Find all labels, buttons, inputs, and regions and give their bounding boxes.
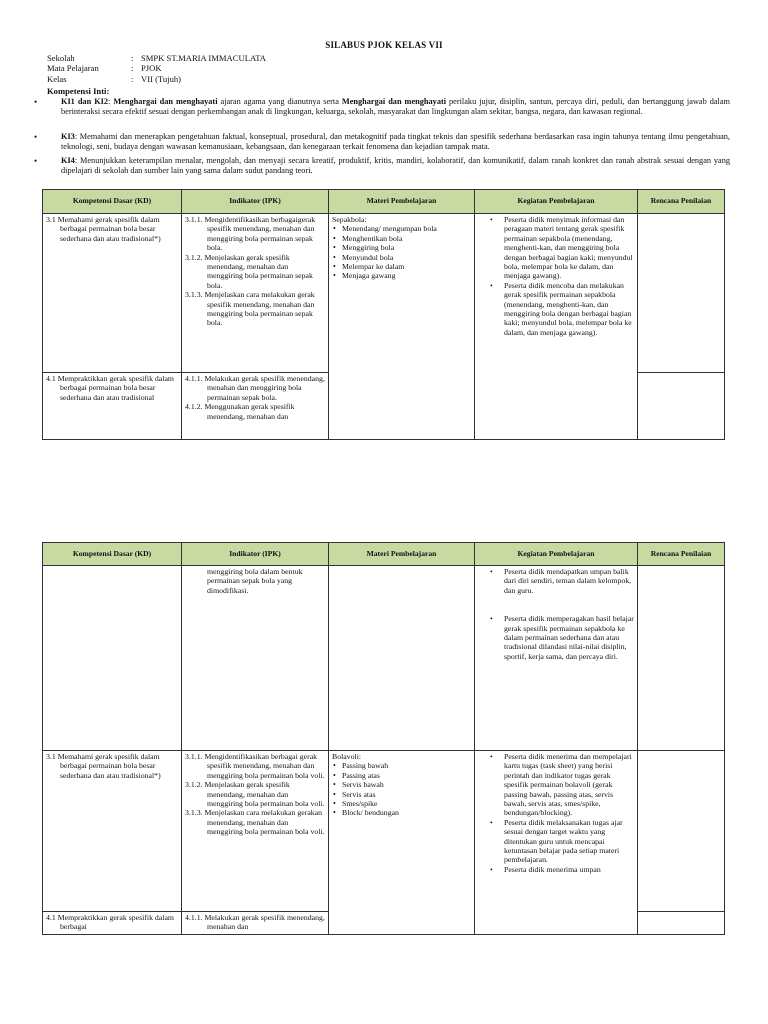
info-value: SMPK ST.MARIA IMMACULATA [141, 53, 266, 63]
ipk-item: 3.1.2. Menjelaskan gerak spesifik menendang, menahan dan menggiring bola permainan bola voli. [185, 780, 325, 809]
bullet-icon: • [34, 156, 38, 166]
info-row-school [47, 53, 266, 63]
header-materi: Materi Pembelajaran [329, 543, 475, 566]
list-item: • Menghentikan bola [342, 234, 471, 243]
list-item: • Peserta didik melaksanakan tugas ajar sesuai dengan target waktu yang ditentukan guru untuk mencapai ketuntasan belajar pada setiap materi pembelajaran. [504, 818, 634, 865]
list-item: • Menggiring bola [342, 243, 471, 252]
ipk-item: 3.1.1. Mengidentifikasikan berbagaigerak spesifik menendang, menahan dan menggiring bola permainan sepak bola. [185, 215, 316, 253]
list-item: • Peserta didik mencoba dan melakukan gerak spesifik permainan sepakbola (menendang, menghenti-kan, dan menggiring bola dengan berbagai bagian kaki; menyundul bola, melempar bola ke dalam, dan menjaga gawang). [504, 281, 634, 337]
info-label: Sekolah [47, 53, 75, 63]
kd-text: 4.1 Mempraktikkan gerak spesifik dalam berbagai [46, 913, 174, 932]
kegiatan-cell [475, 566, 638, 751]
penilaian-cell [638, 214, 725, 373]
materi-title: Bolavoli: [332, 752, 362, 761]
ipk-item: 4.1.1. Melakukan gerak spesifik menendang, menahan dan menggiring bola permainan sepak bola. [185, 374, 325, 402]
list-item: • Peserta didik memperagakan hasil belajar gerak spesifik permainan sepakbola ke dalam permainan sederhana dan atau tradisional dilandasi nilai-nilai disiplin, sportif, kerja sama, dan percaya diri. [504, 614, 634, 661]
list-item: • Servis atas [342, 790, 471, 799]
ipk-cell [182, 566, 329, 751]
ipk-cell [182, 751, 329, 912]
info-label: Kelas [47, 73, 67, 84]
materi-cell [329, 751, 475, 935]
kd-text: 3.1 Memahami gerak spesifik dalam berbagai permainan bola besar sederhana dan atau tradisional*) [46, 752, 161, 780]
kd-cell [43, 214, 182, 373]
header-penilaian: Rencana Penilaian [638, 190, 725, 214]
info-sep: : [131, 53, 134, 63]
header-penilaian: Rencana Penilaian [638, 543, 725, 566]
ipk-item: 4.1.2. Menggunakan gerak spesifik menendang, menahan dan [185, 402, 295, 421]
list-item: • Peserta didik mendapatkan umpan balik dari diri sendiri, teman dalam kelompok, dan guru. [504, 567, 634, 595]
materi-cell [329, 214, 475, 440]
kegiatan-cell [475, 214, 638, 440]
school-info [47, 53, 266, 84]
ki-text: KI4: Menunjukkan keterampilan menalar, mengolah, dan menyaji secara kreatif, produktif, kritis, mandiri, kolaboratif, dan komunikatif, dalam ranah konkret dan ranah abstrak sesuai dengan yang dipelajari di sekolah dan sumber lain yang sama dalam sudut pandang teori. [61, 156, 730, 176]
kegiatan-list [478, 215, 634, 337]
table-row [43, 566, 725, 751]
kegiatan-cell [475, 751, 638, 935]
ki-text: KI1 dan KI2: Menghargai dan menghayati ajaran agama yang dianutnya serta Menghargai dan menghayati perilaku jujur, disiplin, santun, percaya diri, peduli, dan bertanggung jawab dalam berinteraksi secara efektif sesuai dengan perkembangan anak di lingkungan, keluarga, sekolah, masyarakat dan lingkungan alam sekitar, bangsa, negara, dan kawasan regional. [61, 97, 730, 117]
ipk-item: 3.1.3. Menjelaskan cara melakukan gerakan menendang, menahan dan menggiring bola permainan bola voli. [185, 808, 325, 837]
list-item: • Menjaga gawang [342, 271, 471, 280]
ipk-item: 3.1.1. Mengidentifikasikan berbagai gerak spesifik menendang, menahan dan menggiring bola permainan bola voli. [185, 752, 325, 780]
table-row [43, 214, 725, 373]
list-item: • Peserta didik menerima umpan [504, 865, 634, 874]
materi-list [332, 761, 471, 817]
kd-cell [43, 912, 182, 935]
bullet-icon: • [34, 132, 38, 142]
header-kd: Kompetensi Dasar (KD) [43, 190, 182, 214]
penilaian-cell [638, 912, 725, 935]
info-sep: : [131, 63, 134, 74]
list-item: • Menyundul bola [342, 253, 471, 262]
info-sep: : [131, 73, 134, 84]
list-item: • Block/ bendungan [342, 808, 471, 817]
list-item: • Menendang/ mengumpan bola [342, 224, 471, 233]
ipk-cell [182, 373, 329, 440]
ipk-item: 4.1.1. Melakukan gerak spesifik menendang, menahan dan [185, 913, 325, 932]
penilaian-cell [638, 566, 725, 751]
ipk-cell [182, 912, 329, 935]
table-header-row [43, 543, 725, 566]
header-ipk: Indikator (IPK) [182, 190, 329, 214]
kegiatan-list [478, 752, 634, 874]
materi-title: Sepakbola: [332, 215, 367, 224]
kd-cell [43, 566, 182, 751]
info-label: Mata Pelajaran [47, 63, 99, 74]
materi-list [332, 224, 471, 280]
list-item: • Smes/spike [342, 799, 471, 808]
info-row-subject [47, 63, 266, 73]
bullet-icon: • [34, 97, 38, 107]
ki-heading: Kompetensi Inti: [47, 86, 110, 96]
ki-item-1 [34, 97, 730, 118]
kegiatan-list [478, 567, 634, 661]
penilaian-cell [638, 373, 725, 440]
penilaian-cell [638, 751, 725, 912]
ipk-item: menggiring bola dalam bentuk permainan sepak bola yang dimodifikasi. [207, 567, 303, 595]
ipk-cell [182, 214, 329, 373]
table-row [43, 751, 725, 912]
header-kegiatan: Kegiatan Pembelajaran [475, 190, 638, 214]
header-materi: Materi Pembelajaran [329, 190, 475, 214]
syllabus-table-1 [42, 189, 725, 440]
info-value: PJOK [141, 63, 162, 74]
kd-cell [43, 373, 182, 440]
list-item: • Peserta didik menyimak informasi dan peragaan materi tentang gerak spesifik permainan sepakbola (menendang, menghenti-kan, dan menggiring bola dengan berbagai bagian kaki; menyundul bola, melempar bola ke dalam, dan menjaga gawang). [504, 215, 634, 281]
list-item: • Peserta didik menerima dan mempelajari kartu tugas (task sheet) yang berisi perintah dan indikator tugas gerak spesifik permainan bolavoli (gerak passing bawah, passing atas, servis bawah, servis atas, smes/spike, bendungan/blocking). [504, 752, 634, 818]
list-item: • Servis bawah [342, 780, 471, 789]
ki-item-3 [34, 132, 730, 153]
header-kd: Kompetensi Dasar (KD) [43, 543, 182, 566]
document-title: SILABUS PJOK KELAS VII [325, 40, 443, 50]
info-value: VII (Tujuh) [141, 73, 182, 84]
header-ipk: Indikator (IPK) [182, 543, 329, 566]
ki-item-4 [34, 156, 730, 177]
kd-text: 4.1 Mempraktikkan gerak spesifik dalam berbagai permainan bola besar sederhana dan atau tradisional [46, 374, 174, 402]
kd-cell [43, 751, 182, 912]
list-item: • Passing bawah [342, 761, 471, 770]
list-item: • Melempar ke dalam [342, 262, 471, 271]
materi-cell [329, 566, 475, 751]
syllabus-table-2 [42, 542, 725, 935]
table-header-row [43, 190, 725, 214]
list-item: • Passing atas [342, 771, 471, 780]
ipk-item: 3.1.2. Menjelaskan gerak spesifik menendang, menahan dan menggiring bola permainan sepak bola. [185, 252, 313, 290]
info-row-class [47, 74, 266, 84]
header-kegiatan: Kegiatan Pembelajaran [475, 543, 638, 566]
ki-text: KI3: Memahami dan menerapkan pengetahuan faktual, konseptual, prosedural, dan metakognitif pada tingkat teknis dan spesifik sederhana berdasarkan rasa ingin tahunya tentang ilmu pengetahuan, teknologi, seni, budaya dengan wawasan kemanusiaan, kebangsaan, dan kenegaraan terkait fenomena dan kejadian tampak mata. [61, 132, 730, 152]
kd-text: 3.1 Memahami gerak spesifik dalam berbagai permainan bola besar sederhana dan atau tradisional*) [46, 215, 161, 243]
ipk-item: 3.1.3. Menjelaskan cara melakukan gerak spesifik menendang, menahan dan menggiring bola permainan sepak bola. [185, 290, 315, 328]
